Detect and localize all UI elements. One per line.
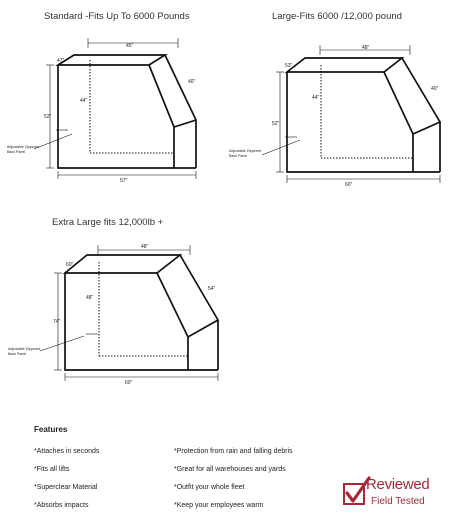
- dim-top-width: 48": [141, 244, 149, 250]
- cover-diagram-large: [229, 45, 440, 188]
- feature-item: *Superclear Material: [34, 484, 98, 491]
- note-back-panel-2: Back Panel: [7, 150, 26, 154]
- feature-item: *Attaches in seconds: [34, 448, 100, 455]
- note-back-panel-2: Back Panel: [8, 352, 27, 356]
- cover-diagram-extra-large: [8, 244, 218, 386]
- badge-title: Reviewed: [366, 476, 430, 493]
- note-back-panel-1: Adjustable Zippered: [8, 347, 40, 351]
- diagram-title-large: Large-Fits 6000 /12,000 pound: [272, 11, 402, 22]
- dim-height: 52": [44, 114, 52, 120]
- dim-inner-height: 44": [312, 95, 320, 101]
- note-back-panel-1: Adjustable Zippered: [7, 145, 39, 149]
- dim-bottom-width: 60": [345, 182, 353, 188]
- dim-inner-height: 44": [80, 98, 88, 104]
- feature-item: *Fits all lifts: [34, 466, 70, 473]
- dim-top-width: 45": [126, 43, 134, 49]
- dim-bottom-width: 60": [125, 380, 133, 386]
- dim-height: 74": [53, 319, 61, 325]
- diagram-title-extra-large: Extra Large fits 12,000lb +: [52, 217, 164, 228]
- diagram-title-standard: Standard -Fits Up To 6000 Pounds: [44, 11, 190, 22]
- dim-top-depth: 47": [57, 58, 65, 64]
- cover-outline: [65, 255, 218, 370]
- dim-slope: 40": [188, 79, 196, 85]
- hidden-edges: [321, 65, 413, 158]
- dim-top-depth: 53": [285, 63, 293, 69]
- hidden-edges: [90, 60, 174, 153]
- cover-diagram-standard: [7, 38, 196, 184]
- features-heading: Features: [34, 425, 68, 434]
- dim-top-width: 48": [362, 45, 370, 51]
- dim-slope: 40": [431, 86, 439, 92]
- dim-slope: 54": [208, 286, 216, 292]
- cover-outline: [58, 55, 196, 168]
- dim-inner-height: 48": [86, 295, 94, 301]
- dim-bottom-width: 57": [120, 178, 128, 184]
- feature-item: *Protection from rain and falling debris: [174, 448, 293, 455]
- note-back-panel-2: Back Panel: [229, 154, 248, 158]
- feature-item: *Outfit your whole fleet: [174, 484, 245, 491]
- badge-subtitle: Field Tested: [371, 496, 425, 507]
- note-back-panel-1: Adjustable Zippered: [229, 149, 261, 153]
- dim-top-depth: 60": [66, 262, 74, 268]
- reviewed-field-tested-badge: [342, 470, 442, 520]
- feature-item: *Great for all warehouses and yards: [174, 466, 286, 473]
- cover-outline: [287, 58, 440, 172]
- feature-item: *Keep your employees warm: [174, 502, 264, 509]
- feature-item: *Absorbs impacts: [34, 502, 89, 509]
- dim-height: 52": [272, 121, 280, 127]
